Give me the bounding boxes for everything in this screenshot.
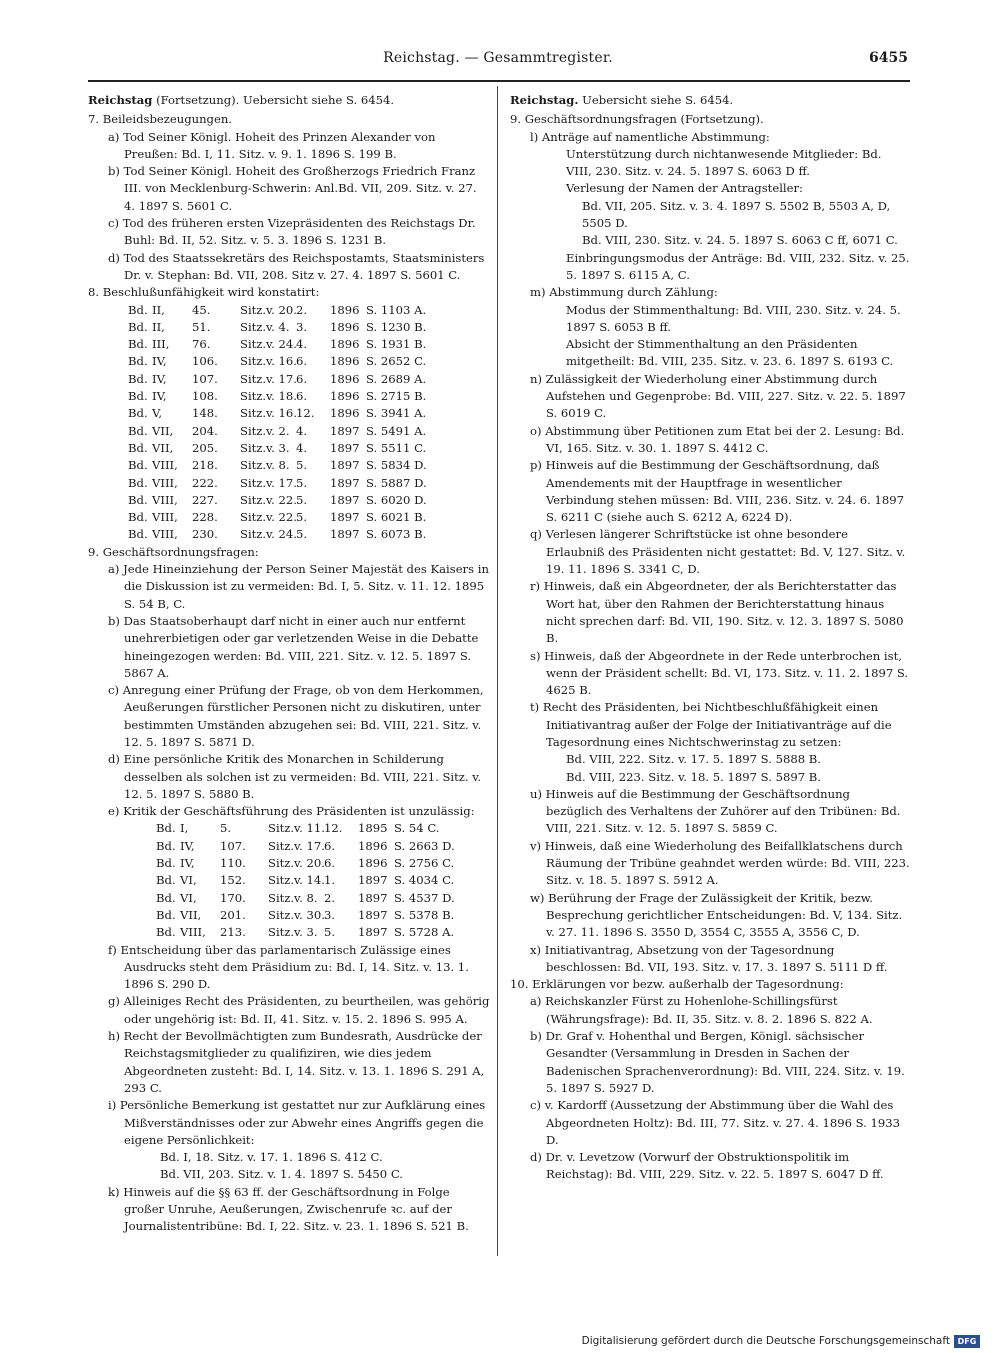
right-column [510, 92, 910, 1184]
index-entry: d) Eine persönliche Kritik des Monarchen in Schilderung desselben als solchen ist zu vermeiden: Bd. VIII, 221. Sitz. v. 12. 5. 1897 S. 5880 B. [108, 752, 482, 801]
table-cell: 230. [192, 527, 218, 542]
table-cell: 1896 [358, 856, 388, 871]
table-cell: 45. [192, 302, 211, 317]
table-cell: Bd. [156, 890, 176, 905]
table-row [88, 526, 490, 543]
table-cell: Sitz. [240, 371, 267, 386]
table-cell: 107. [220, 838, 246, 853]
table-cell: v. 20. [294, 856, 325, 871]
table-cell: Bd. [128, 319, 148, 334]
table-cell: VIII, [180, 925, 206, 940]
table-cell: VIII, [152, 458, 178, 473]
table-cell: Bd. [128, 475, 148, 490]
table-cell: 1897 [358, 925, 388, 940]
table-row [88, 423, 490, 440]
table-cell: Bd. [128, 354, 148, 369]
table-cell: 1. [324, 873, 336, 888]
table-row [88, 319, 490, 336]
index-entry: t) Recht des Präsidenten, bei Nichtbeschlußfähigkeit einen Initiativantrag außer der Folge der Initiativanträge auf die Tagesordnung eines Nichtschwerinstag zu setzen: [530, 700, 892, 749]
table-cell: Bd. [128, 389, 148, 404]
table-cell: S. 2652 C. [366, 354, 427, 369]
index-entry: c) Anregung einer Prüfung der Frage, ob von dem Herkommen, Aeußerungen fürstlicher Personen nicht zu diskutiren, unter bestimmten Umständen abzugehen sei: Bd. VIII, 221. Sitz. v. 12. 5. 1897 S. 5871 D. [108, 683, 484, 749]
table-cell: Bd. [128, 440, 148, 455]
table-cell: 1896 [330, 319, 360, 334]
table-cell: VIII, [152, 510, 178, 525]
index-entry: r) Hinweis, daß ein Abgeordneter, der als Berichterstatter das Wort hat, über den Rahmen der Berichterstattung hinaus nicht sprechen darf: Bd. VII, 190. Sitz. v. 12. 3. 1897 S. 5080 B. [530, 579, 904, 646]
table-cell: Sitz. [268, 838, 295, 853]
table-cell: Bd. [156, 821, 176, 836]
table-cell: 1897 [358, 907, 388, 922]
left-entries-continued [88, 942, 490, 1236]
table-cell: 51. [192, 319, 211, 334]
table-cell: v. 11. [294, 821, 325, 836]
table-cell: Sitz. [240, 458, 267, 473]
table-row [88, 820, 490, 837]
table-cell: Bd. [128, 527, 148, 542]
table-cell: S. 5511 C. [366, 440, 427, 455]
table-row [88, 388, 490, 405]
table-cell: 148. [192, 406, 218, 421]
table-cell: v. 24. [266, 527, 297, 542]
table-cell: VI, [180, 873, 197, 888]
table-cell: S. 5728 A. [394, 925, 455, 940]
table-cell: v. 17. [266, 371, 297, 386]
table-cell: S. 2689 A. [366, 371, 427, 386]
table-cell: VII, [152, 423, 174, 438]
table-row [88, 371, 490, 388]
table-cell: 201. [220, 907, 246, 922]
table-cell: VIII, [152, 527, 178, 542]
table-cell: VIII, [152, 475, 178, 490]
table-cell: Bd. [128, 337, 148, 352]
table-cell: v. 17. [294, 838, 325, 853]
index-entry: c) Tod des früheren ersten Vizepräsidenten des Reichstags Dr. Buhl: Bd. II, 52. Sitz. v. 5. 3. 1896 S. 1231 B. [108, 216, 476, 248]
heading-rest: (Fortsetzung). Uebersicht siehe S. 6454. [152, 93, 395, 107]
table-cell: S. 1931 B. [366, 337, 427, 352]
table-cell: 1895 [358, 821, 388, 836]
table-cell: IV, [180, 838, 195, 853]
index-entry: d) Tod des Staatssekretärs des Reichspostamts, Staatsministers Dr. v. Stephan: Bd. VII, 208. Sitz v. 27. 4. 1897 S. 5601 C. [108, 250, 485, 282]
table-cell: Sitz. [240, 389, 267, 404]
index-entry: Bd. VII, 203. Sitz. v. 1. 4. 1897 S. 5450 C. [160, 1167, 403, 1182]
table-row [88, 302, 490, 319]
table-cell: 4. [296, 440, 308, 455]
table-cell: v. 8. [294, 890, 318, 905]
right-entries [510, 111, 910, 1183]
column-divider [497, 86, 498, 1256]
index-entry: i) Persönliche Bemerkung ist gestattet nur zur Aufklärung eines Mißverständnisses oder zur Abwehr eines Angriffs gegen die eigene Persönlichkeit: [108, 1098, 486, 1147]
table-cell: Bd. [128, 371, 148, 386]
table-row [88, 907, 490, 924]
table-cell: 5. [296, 527, 308, 542]
table-cell: v. 17. [266, 475, 297, 490]
table-cell: 1897 [330, 475, 360, 490]
index-entry: Bd. VII, 205. Sitz. v. 3. 4. 1897 S. 5502 B, 5503 A, D, 5505 D. [582, 198, 891, 231]
table-cell: 5. [296, 510, 308, 525]
table-cell: 213. [220, 925, 246, 940]
index-entry: s) Hinweis, daß der Abgeordnete in der Rede unterbrochen ist, wenn der Präsident schellt: Bd. VI, 173. Sitz. v. 11. 2. 1897 S. 4625 B. [530, 648, 909, 698]
table-cell: Sitz. [240, 406, 267, 421]
table-cell: v. 20. [266, 302, 297, 317]
table-cell: 3. [324, 907, 336, 922]
table-cell: v. 14. [294, 873, 325, 888]
left-column-heading [88, 92, 490, 109]
table-cell: 1896 [330, 354, 360, 369]
index-entry: m) Abstimmung durch Zählung: [530, 285, 718, 300]
table-cell: VIII, [152, 492, 178, 507]
table-cell: 2. [296, 302, 308, 317]
table-row [88, 509, 490, 526]
table-cell: Sitz. [240, 527, 267, 542]
table-cell: 12. [324, 821, 343, 836]
table-row [88, 457, 490, 474]
index-entry: k) Hinweis auf die §§ 63 ff. der Geschäftsordnung in Folge großer Unruhe, Aeußerungen, Zwischenrufe ꝛc. auf der Journalistentribüne: Bd. I, 22. Sitz. v. 23. 1. 1896 S. 521 B. [108, 1184, 469, 1234]
heading-rest: Uebersicht siehe S. 6454. [578, 93, 734, 107]
table-cell: 107. [192, 371, 218, 386]
table-cell: 218. [192, 458, 218, 473]
index-entry: Modus der Stimmenthaltung: Bd. VIII, 230. Sitz. v. 24. 5. 1897 S. 6053 B ff. [566, 302, 901, 334]
table-row [88, 475, 490, 492]
table-row [88, 872, 490, 889]
table-cell: Sitz. [268, 890, 295, 905]
table-cell: Sitz. [240, 440, 267, 455]
table-cell: S. 4034 C. [394, 873, 455, 888]
table-cell: v. 18. [266, 389, 297, 404]
table-cell: 1897 [358, 873, 388, 888]
funding-note: Digitalisierung gefördert durch die Deutsche Forschungsgemeinschaft [581, 1335, 950, 1347]
table-cell: 4. [296, 337, 308, 352]
table-cell: 1897 [330, 527, 360, 542]
table-cell: S. 5834 D. [366, 458, 427, 473]
table-cell: v. 3. [294, 925, 318, 940]
table-row [88, 353, 490, 370]
dfg-logo: DFG [954, 1335, 980, 1348]
footer [581, 1335, 980, 1351]
index-entry: q) Verlesen längerer Schriftstücke ist ohne besondere Erlaubniß des Präsidenten nicht gestattet: Bd. V, 127. Sitz. v. 19. 11. 1896 S. 3341 C, D. [530, 527, 906, 577]
left-entries-geschaeftsordnung [88, 544, 490, 821]
index-entry: x) Initiativantrag, Absetzung von der Tagesordnung beschlossen: Bd. VII, 193. Sitz. v. 17. 3. 1897 S. 5111 D ff. [530, 942, 888, 974]
table-cell: S. 6021 B. [366, 510, 427, 525]
table-row [88, 492, 490, 509]
table-cell: v. 22. [266, 510, 297, 525]
table-cell: v. 2. [266, 423, 290, 438]
table-cell: IV, [152, 354, 167, 369]
index-entry: Absicht der Stimmenthaltung an den Präsidenten mitgetheilt: Bd. VIII, 235. Sitz. v. 23. 6. 1897 S. 6193 C. [566, 337, 894, 369]
table-cell: Bd. [128, 458, 148, 473]
table-cell: 5. [296, 492, 308, 507]
table-cell: 4. [296, 423, 308, 438]
index-entry: Bd. VIII, 222. Sitz. v. 17. 5. 1897 S. 5888 B. [566, 752, 821, 767]
table-cell: 1896 [330, 389, 360, 404]
table-cell: v. 22. [266, 492, 297, 507]
table-cell: 108. [192, 389, 218, 404]
table-cell: 170. [220, 890, 246, 905]
table-cell: v. 4. [266, 319, 290, 334]
table-beschlussunfaehigkeit [88, 302, 490, 544]
index-entry: 9. Geschäftsordnungsfragen (Fortsetzung). [510, 112, 764, 127]
table-cell: 5. [324, 925, 336, 940]
table-cell: S. 6073 B. [366, 527, 427, 542]
table-cell: S. 2663 D. [394, 838, 455, 853]
table-cell: v. 16. [266, 354, 297, 369]
index-entry: Bd. VIII, 223. Sitz. v. 18. 5. 1897 S. 5897 B. [566, 769, 821, 784]
table-cell: I, [180, 821, 189, 836]
index-entry: b) Tod Seiner Königl. Hoheit des Großherzogs Friedrich Franz III. von Mecklenburg-Schwerin: Anl.Bd. VII, 209. Sitz. v. 27. 4. 1897 S. 5601 C. [108, 164, 477, 213]
table-cell: 2. [324, 890, 336, 905]
table-cell: v. 30. [294, 907, 325, 922]
table-cell: 1896 [330, 371, 360, 386]
table-cell: v. 24. [266, 337, 297, 352]
table-cell: 6. [296, 389, 308, 404]
table-cell: VII, [152, 440, 174, 455]
table-cell: S. 54 C. [394, 821, 440, 836]
table-cell: IV, [152, 389, 167, 404]
table-cell: Bd. [128, 423, 148, 438]
right-column-heading [510, 92, 910, 109]
index-entry: g) Alleiniges Recht des Präsidenten, zu beurtheilen, was gehörig oder ungehörig ist: Bd. II, 41. Sitz. v. 15. 2. 1896 S. 995 A. [108, 994, 490, 1026]
table-cell: Sitz. [268, 821, 295, 836]
table-cell: Sitz. [268, 873, 295, 888]
table-cell: 1897 [330, 458, 360, 473]
table-cell: 6. [296, 371, 308, 386]
index-entry: 8. Beschlußunfähigkeit wird konstatirt: [88, 285, 320, 300]
index-entry: Unterstützung durch nichtanwesende Mitglieder: Bd. VIII, 230. Sitz. v. 24. 5. 1897 S. 6063 D ff. [566, 146, 882, 179]
index-entry: f) Entscheidung über das parlamentarisch Zulässige eines Ausdrucks steht dem Präsidium zu: Bd. I, 14. Sitz. v. 13. 1. 1896 S. 290 D. [108, 942, 469, 992]
index-entry: w) Berührung der Frage der Zulässigkeit der Kritik, bezw. Besprechung gerichtlicher Entscheidungen: Bd. V, 134. Sitz. v. 27. 11. 1896 S. 3550 D, 3554 C, 3555 A, 3556 C, D. [530, 890, 903, 940]
index-entry: l) Anträge auf namentliche Abstimmung: [530, 129, 770, 144]
left-column [88, 92, 490, 1236]
table-cell: 106. [192, 354, 218, 369]
index-entry: v) Hinweis, daß eine Wiederholung des Beifallklatschens durch Räumung der Tribüne geahndet werden würde: Bd. VIII, 223. Sitz. v. 18. 5. 1897 S. 5912 A. [530, 838, 910, 888]
table-cell: Sitz. [240, 302, 267, 317]
table-cell: 1897 [330, 510, 360, 525]
index-entry: d) Dr. v. Levetzow (Vorwurf der Obstruktionspolitik im Reichstag): Bd. VIII, 229. Sitz. v. 22. 5. 1897 S. 6047 D ff. [530, 1150, 884, 1182]
table-cell: Sitz. [268, 925, 295, 940]
table-cell: II, [152, 319, 165, 334]
table-cell: v. 3. [266, 440, 290, 455]
index-entry: Verlesung der Namen der Antragsteller: [566, 181, 803, 196]
table-cell: 5. [296, 475, 308, 490]
table-kritik-praesident [88, 820, 490, 941]
table-cell: S. 3941 A. [366, 406, 427, 421]
table-cell: Bd. [156, 856, 176, 871]
table-cell: 204. [192, 423, 218, 438]
table-cell: Bd. [156, 838, 176, 853]
table-cell: 1896 [330, 302, 360, 317]
table-cell: 6. [324, 856, 336, 871]
table-cell: 5. [296, 458, 308, 473]
table-cell: S. 1230 B. [366, 319, 427, 334]
table-cell: III, [152, 337, 170, 352]
table-cell: S. 2756 C. [394, 856, 455, 871]
table-cell: Bd. [156, 925, 176, 940]
header-rule [88, 80, 910, 82]
page-number: 6455 [869, 50, 908, 66]
table-cell: 6. [296, 354, 308, 369]
table-cell: 152. [220, 873, 246, 888]
index-entry: p) Hinweis auf die Bestimmung der Geschäftsordnung, daß Amendements mit der Hauptfrage in wesentlicher Verbindung stehen müssen: Bd. VIII, 236. Sitz. v. 24. 6. 1897 S. 6211 C (siehe auch S. 6212 A, 6224 D). [530, 458, 905, 525]
heading-keyword: Reichstag [88, 93, 153, 107]
table-cell: 228. [192, 510, 218, 525]
index-entry: c) v. Kardorff (Aussetzung der Abstimmung über die Wahl des Abgeordneten Holtz): Bd. III, 77. Sitz. v. 27. 4. 1896 S. 1933 D. [530, 1098, 901, 1147]
running-title: Reichstag. — Gesammtregister. [383, 50, 613, 66]
left-entries [88, 111, 490, 301]
table-cell: S. 1103 A. [366, 302, 427, 317]
index-entry: n) Zulässigkeit der Wiederholung einer Abstimmung durch Aufstehen und Gegenprobe: Bd. VIII, 227. Sitz. v. 22. 5. 1897 S. 6019 C. [530, 371, 906, 421]
table-row [88, 855, 490, 872]
table-cell: 1896 [330, 406, 360, 421]
table-row [88, 405, 490, 422]
table-cell: 1896 [358, 838, 388, 853]
table-cell: S. 5887 D. [366, 475, 427, 490]
table-cell: VI, [180, 890, 197, 905]
table-cell: Bd. [156, 873, 176, 888]
table-row [88, 336, 490, 353]
index-entry: a) Tod Seiner Königl. Hoheit des Prinzen Alexander von Preußen: Bd. I, 11. Sitz. v. 9. 1. 1896 S. 199 B. [108, 129, 436, 161]
table-cell: Sitz. [268, 907, 295, 922]
index-entry: a) Jede Hineinziehung der Person Seiner Majestät des Kaisers in die Diskussion ist zu vermeiden: Bd. I, 5. Sitz. v. 11. 12. 1895 S. 54 B, C. [108, 562, 489, 611]
page-header [88, 50, 908, 74]
index-entry: 7. Beileidsbezeugungen. [88, 112, 232, 127]
table-cell: Bd. [128, 302, 148, 317]
index-entry: Einbringungsmodus der Anträge: Bd. VIII, 232. Sitz. v. 25. 5. 1897 S. 6115 A, C. [566, 250, 910, 282]
table-cell: 1897 [330, 492, 360, 507]
table-cell: Bd. [128, 510, 148, 525]
table-cell: Sitz. [240, 423, 267, 438]
table-cell: Sitz. [268, 856, 295, 871]
index-entry: 10. Erklärungen vor bezw. außerhalb der Tagesordnung: [510, 977, 844, 992]
table-cell: 1896 [330, 337, 360, 352]
table-cell: Sitz. [240, 475, 267, 490]
table-cell: v. 16. [266, 406, 297, 421]
table-cell: 12. [296, 406, 315, 421]
index-entry: h) Recht der Bevollmächtigten zum Bundesrath, Ausdrücke der Reichstagsmitglieder zu qualifiziren, wie dies jedem Abgeordneten zusteht: Bd. I, 14. Sitz. v. 13. 1. 1896 S. 291 A, 293 C. [108, 1029, 485, 1095]
table-cell: v. 8. [266, 458, 290, 473]
table-cell: S. 5378 B. [394, 907, 455, 922]
index-entry: b) Das Staatsoberhaupt darf nicht in einer auch nur entfernt unehrerbietigen oder gar verletzenden Weise in die Debatte hineingezogen werden: Bd. VIII, 221. Sitz. v. 12. 5. 1897 S. 5867 A. [108, 613, 479, 680]
table-cell: II, [152, 302, 165, 317]
table-cell: Sitz. [240, 319, 267, 334]
table-row [88, 924, 490, 941]
index-entry: 9. Geschäftsordnungsfragen: [88, 544, 259, 559]
table-cell: S. 6020 D. [366, 492, 427, 507]
table-cell: Bd. [156, 907, 176, 922]
index-entry: Bd. I, 18. Sitz. v. 17. 1. 1896 S. 412 C. [160, 1150, 383, 1165]
table-cell: IV, [152, 371, 167, 386]
table-cell: S. 2715 B. [366, 389, 427, 404]
table-cell: IV, [180, 856, 195, 871]
table-cell: S. 4537 D. [394, 890, 455, 905]
table-cell: Sitz. [240, 354, 267, 369]
table-cell: Bd. [128, 406, 148, 421]
table-cell: 3. [296, 319, 308, 334]
table-cell: 1897 [358, 890, 388, 905]
table-cell: 110. [220, 856, 246, 871]
table-cell: V, [152, 406, 163, 421]
index-entry: e) Kritik der Geschäftsführung des Präsidenten ist unzulässig: [108, 804, 475, 819]
table-cell: 227. [192, 492, 218, 507]
index-entry: Bd. VIII, 230. Sitz. v. 24. 5. 1897 S. 6063 C ff, 6071 C. [582, 233, 898, 248]
table-row [88, 890, 490, 907]
table-cell: Bd. [128, 492, 148, 507]
table-cell: 6. [324, 838, 336, 853]
table-cell: 1897 [330, 423, 360, 438]
table-cell: 222. [192, 475, 218, 490]
table-cell: 76. [192, 337, 211, 352]
table-row [88, 838, 490, 855]
table-cell: 1897 [330, 440, 360, 455]
heading-keyword: Reichstag. [510, 93, 579, 107]
table-cell: Sitz. [240, 337, 267, 352]
table-cell: 5. [220, 821, 232, 836]
index-entry: a) Reichskanzler Fürst zu Hohenlohe-Schillingsfürst (Währungsfrage): Bd. II, 35. Sitz. v. 8. 2. 1896 S. 822 A. [530, 994, 873, 1026]
table-cell: 205. [192, 440, 218, 455]
table-cell: Sitz. [240, 510, 267, 525]
index-entry: o) Abstimmung über Petitionen zum Etat bei der 2. Lesung: Bd. VI, 165. Sitz. v. 30. 1. 1897 S. 4412 C. [530, 423, 905, 455]
table-cell: Sitz. [240, 492, 267, 507]
index-entry: b) Dr. Graf v. Hohenthal und Bergen, Königl. sächsischer Gesandter (Versammlung in Dresden in Sachen der Badenischen Sprachenverordnung): Bd. VIII, 224. Sitz. v. 19. 5. 1897 S. 5927 D. [530, 1029, 905, 1095]
table-cell: VII, [180, 907, 202, 922]
table-cell: S. 5491 A. [366, 423, 427, 438]
table-row [88, 440, 490, 457]
index-entry: u) Hinweis auf die Bestimmung der Geschäftsordnung bezüglich des Verhaltens der Zuhörer auf den Tribünen: Bd. VIII, 221. Sitz. v. 12. 5. 1897 S. 5859 C. [530, 786, 901, 836]
